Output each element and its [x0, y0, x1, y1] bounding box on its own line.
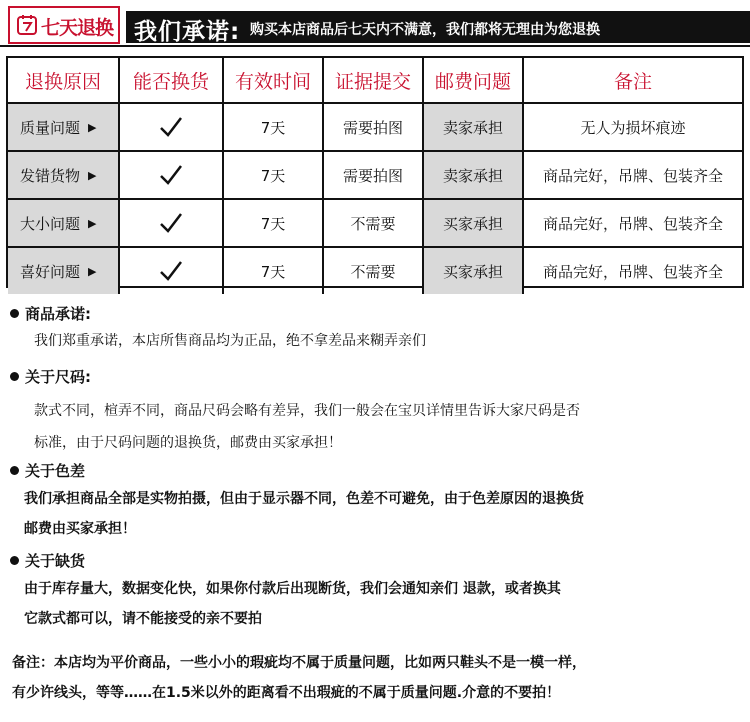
evidence-cell: 需要拍图	[324, 104, 424, 150]
section-heading-promise	[10, 303, 91, 324]
exchange-cell	[120, 104, 224, 150]
table-header-row	[8, 58, 742, 104]
checkmark-icon	[158, 163, 184, 187]
postage-cell: 买家承担	[424, 200, 524, 246]
header-bar	[0, 0, 750, 62]
section-text: 款式不同，楦弄不同，商品尺码会略有差异，我们一般会在宝贝详情里告诉大家尺码是否	[34, 403, 580, 419]
postage-cell: 卖家承担	[424, 152, 524, 198]
checkmark-icon	[158, 211, 184, 235]
section-heading-color	[10, 460, 85, 481]
evidence-cell: 不需要	[324, 200, 424, 246]
note-cell: 无人为损坏痕迹	[580, 118, 686, 137]
postage-cell: 卖家承担	[424, 104, 524, 150]
section-heading-stock	[10, 550, 85, 571]
bullet-icon	[10, 556, 19, 565]
reason-cell	[8, 248, 120, 294]
section-heading-size	[10, 366, 91, 387]
bullet-icon	[10, 372, 19, 381]
bullet-icon	[10, 309, 19, 318]
table-row	[8, 152, 742, 200]
triangle-right-icon: ▶	[88, 120, 97, 134]
triangle-right-icon: ▶	[88, 264, 97, 278]
header-title-bar	[126, 11, 750, 43]
column-header: 退换原因	[8, 58, 120, 102]
reason-label: 喜好问题	[20, 262, 81, 281]
column-header: 证据提交	[324, 58, 424, 102]
table-row	[8, 200, 742, 248]
table-row	[8, 248, 742, 294]
section-text: 它款式都可以，请不能接受的亲不要拍	[24, 611, 262, 627]
heading-label: 商品承诺:	[25, 305, 91, 323]
reason-label: 发错货物	[20, 166, 81, 185]
exchange-cell	[120, 248, 224, 294]
checkmark-icon	[158, 115, 184, 139]
table-row	[8, 104, 742, 152]
column-header: 邮费问题	[424, 58, 524, 102]
time-cell: 7天	[224, 248, 324, 294]
column-header: 能否换货	[120, 58, 224, 102]
remark-text: 备注：本店均为平价商品，一些小小的瑕疵均不属于质量问题，比如两只鞋头不是一模一样，	[12, 655, 586, 671]
page-subtitle: 购买本店商品后七天内不满意，我们都将无理由为您退换	[250, 22, 600, 38]
badge-label: 七天退换	[41, 17, 114, 39]
bullet-icon	[10, 466, 19, 475]
time-cell: 7天	[224, 200, 324, 246]
column-header: 有效时间	[224, 58, 324, 102]
time-cell: 7天	[224, 152, 324, 198]
exchange-cell	[120, 200, 224, 246]
note-cell: 商品完好，吊牌、包装齐全	[542, 166, 723, 185]
section-text: 标准，由于尺码问题的退换货，邮费由买家承担！	[34, 435, 342, 451]
section-text: 邮费由买家承担！	[24, 521, 136, 537]
reason-label: 大小问题	[20, 214, 81, 233]
section-text: 我们承担商品全部是实物拍摄，但由于显示器不同，色差不可避免，由于色差原因的退换货	[24, 491, 584, 507]
triangle-right-icon: ▶	[88, 216, 97, 230]
reason-cell	[8, 200, 120, 246]
reason-cell	[8, 152, 120, 198]
remark-text: 有少许线头，等等……在1.5米以外的距离看不出瑕疵的不属于质量问题.介意的不要拍！	[12, 685, 561, 701]
reason-label: 质量问题	[20, 118, 81, 137]
seven-day-return-badge	[8, 6, 120, 44]
calendar-seven-icon	[16, 14, 38, 36]
triangle-right-icon: ▶	[88, 168, 97, 182]
page-title: 我们承诺:	[134, 19, 241, 45]
section-text: 由于库存量大，数据变化快，如果你付款后出现断货，我们会通知亲们 退款，或者换其	[24, 581, 561, 597]
checkmark-icon	[158, 259, 184, 283]
exchange-cell	[120, 152, 224, 198]
note-cell: 商品完好，吊牌、包装齐全	[542, 262, 723, 281]
return-policy-table	[6, 56, 744, 288]
section-text: 我们郑重承诺，本店所售商品均为正品，绝不拿差品来糊弄亲们	[34, 333, 426, 349]
reason-cell	[8, 104, 120, 150]
heading-label: 关于色差	[25, 462, 86, 480]
evidence-cell: 不需要	[324, 248, 424, 294]
note-cell: 商品完好，吊牌、包装齐全	[542, 214, 723, 233]
postage-cell: 买家承担	[424, 248, 524, 294]
header-divider	[0, 45, 750, 47]
heading-label: 关于缺货	[25, 552, 86, 570]
time-cell: 7天	[224, 104, 324, 150]
column-header: 备注	[613, 70, 652, 93]
heading-label: 关于尺码:	[25, 368, 91, 386]
evidence-cell: 需要拍图	[324, 152, 424, 198]
